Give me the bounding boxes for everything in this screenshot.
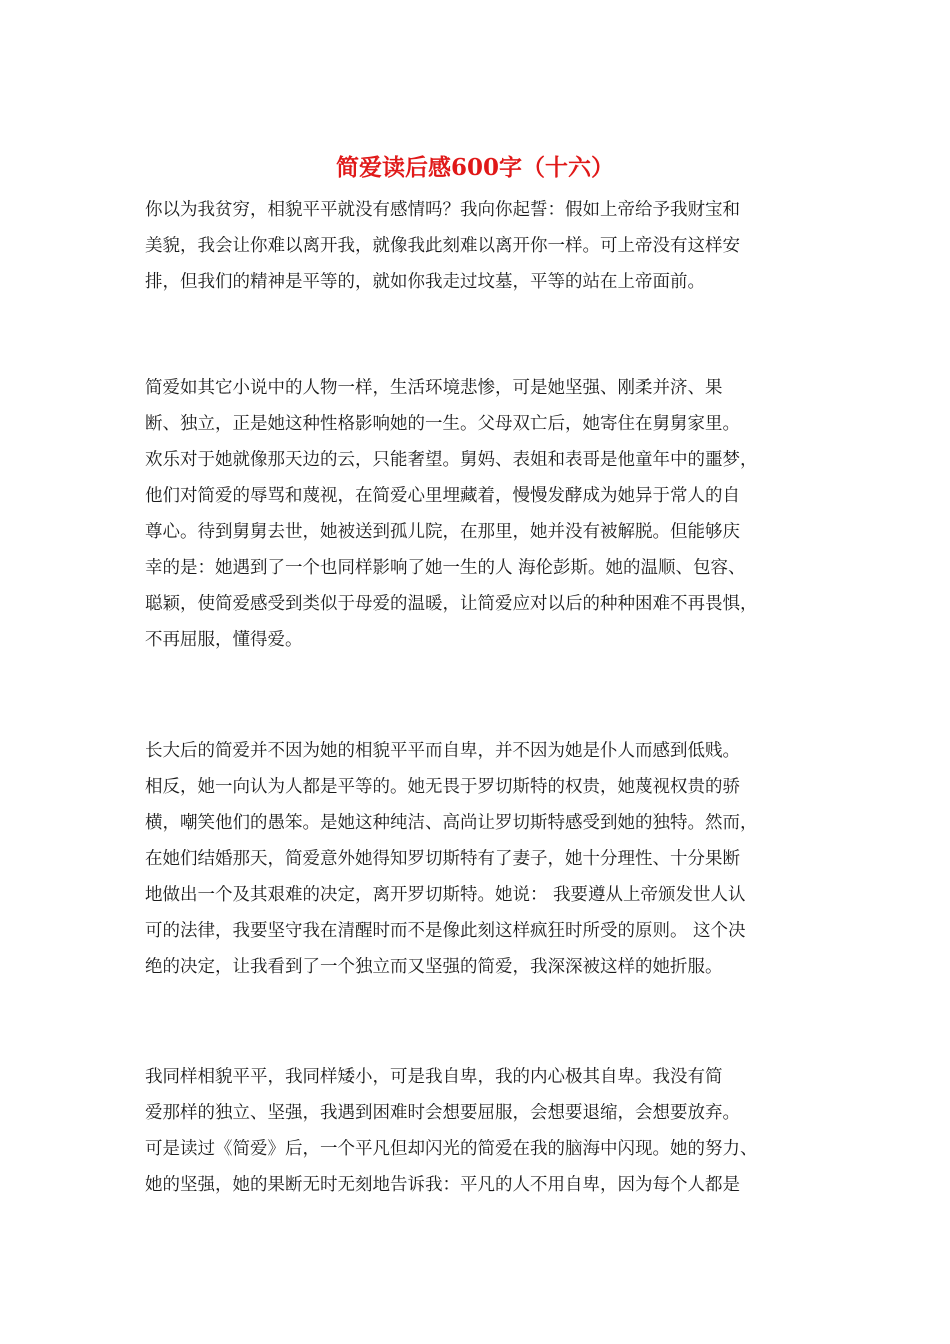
paragraph-3-line-6: 可的法律，我要坚守我在清醒时而不是像此刻这样疯狂时所受的原则。 这个决 (145, 921, 746, 941)
paragraph-1-line-3: 排，但我们的精神是平等的，就如你我走过坟墓，平等的站在上帝面前。 (145, 272, 705, 292)
document-title: 简爱读后感600字（十六） (335, 154, 614, 181)
paragraph-4-line-2: 爱那样的独立、坚强，我遇到困难时会想要屈服，会想要退缩，会想要放弃。 (145, 1103, 740, 1123)
paragraph-1-line-1: 你以为我贫穷，相貌平平就没有感情吗？我向你起誓：假如上帝给予我财宝和 (145, 200, 740, 220)
paragraph-2-line-5: 尊心。待到舅舅去世，她被送到孤儿院，在那里，她并没有被解脱。但能够庆 (145, 522, 740, 542)
paragraph-2-line-7: 聪颖，使简爱感受到类似于母爱的温暖，让简爱应对以后的种种困难不再畏惧， (145, 594, 758, 614)
paragraph-2-line-6: 幸的是：她遇到了一个也同样影响了她一生的人 海伦彭斯。她的温顺、包容、 (145, 558, 746, 578)
paragraph-3-line-7: 绝的决定，让我看到了一个独立而又坚强的简爱，我深深被这样的她折服。 (145, 957, 723, 977)
paragraph-1-line-2: 美貌，我会让你难以离开我，就像我此刻难以离开你一样。可上帝没有这样安 (145, 236, 740, 256)
paragraph-2-line-2: 断、独立，正是她这种性格影响她的一生。父母双亡后，她寄住在舅舅家里。 (145, 414, 740, 434)
paragraph-3-line-5: 地做出一个及其艰难的决定，离开罗切斯特。她说： 我要遵从上帝颁发世人认 (145, 885, 746, 905)
paragraph-3-line-4: 在她们结婚那天，简爱意外她得知罗切斯特有了妻子，她十分理性、十分果断 (145, 849, 740, 869)
paragraph-2-line-8: 不再屈服，懂得爱。 (145, 630, 303, 650)
paragraph-4-line-1: 我同样相貌平平，我同样矮小，可是我自卑，我的内心极其自卑。我没有简 (145, 1067, 723, 1087)
paragraph-3-line-3: 横，嘲笑他们的愚笨。是她这种纯洁、高尚让罗切斯特感受到她的独特。然而， (145, 813, 758, 833)
paragraph-2-line-3: 欢乐对于她就像那天边的云，只能奢望。舅妈、表姐和表哥是他童年中的噩梦， (145, 450, 758, 470)
paragraph-2-line-4: 他们对简爱的辱骂和蔑视，在简爱心里埋藏着，慢慢发酵成为她异于常人的自 (145, 486, 740, 506)
paragraph-4-line-4: 她的坚强，她的果断无时无刻地告诉我：平凡的人不用自卑，因为每个人都是 (145, 1175, 740, 1195)
paragraph-3-line-1: 长大后的简爱并不因为她的相貌平平而自卑，并不因为她是仆人而感到低贱。 (145, 741, 740, 761)
paragraph-4-line-3: 可是读过《简爱》后，一个平凡但却闪光的简爱在我的脑海中闪现。她的努力、 (145, 1139, 758, 1159)
paragraph-2-line-1: 简爱如其它小说中的人物一样，生活环境悲惨，可是她坚强、刚柔并济、果 (145, 378, 723, 398)
paragraph-3-line-2: 相反，她一向认为人都是平等的。她无畏于罗切斯特的权贵，她蔑视权贵的骄 (145, 777, 740, 797)
